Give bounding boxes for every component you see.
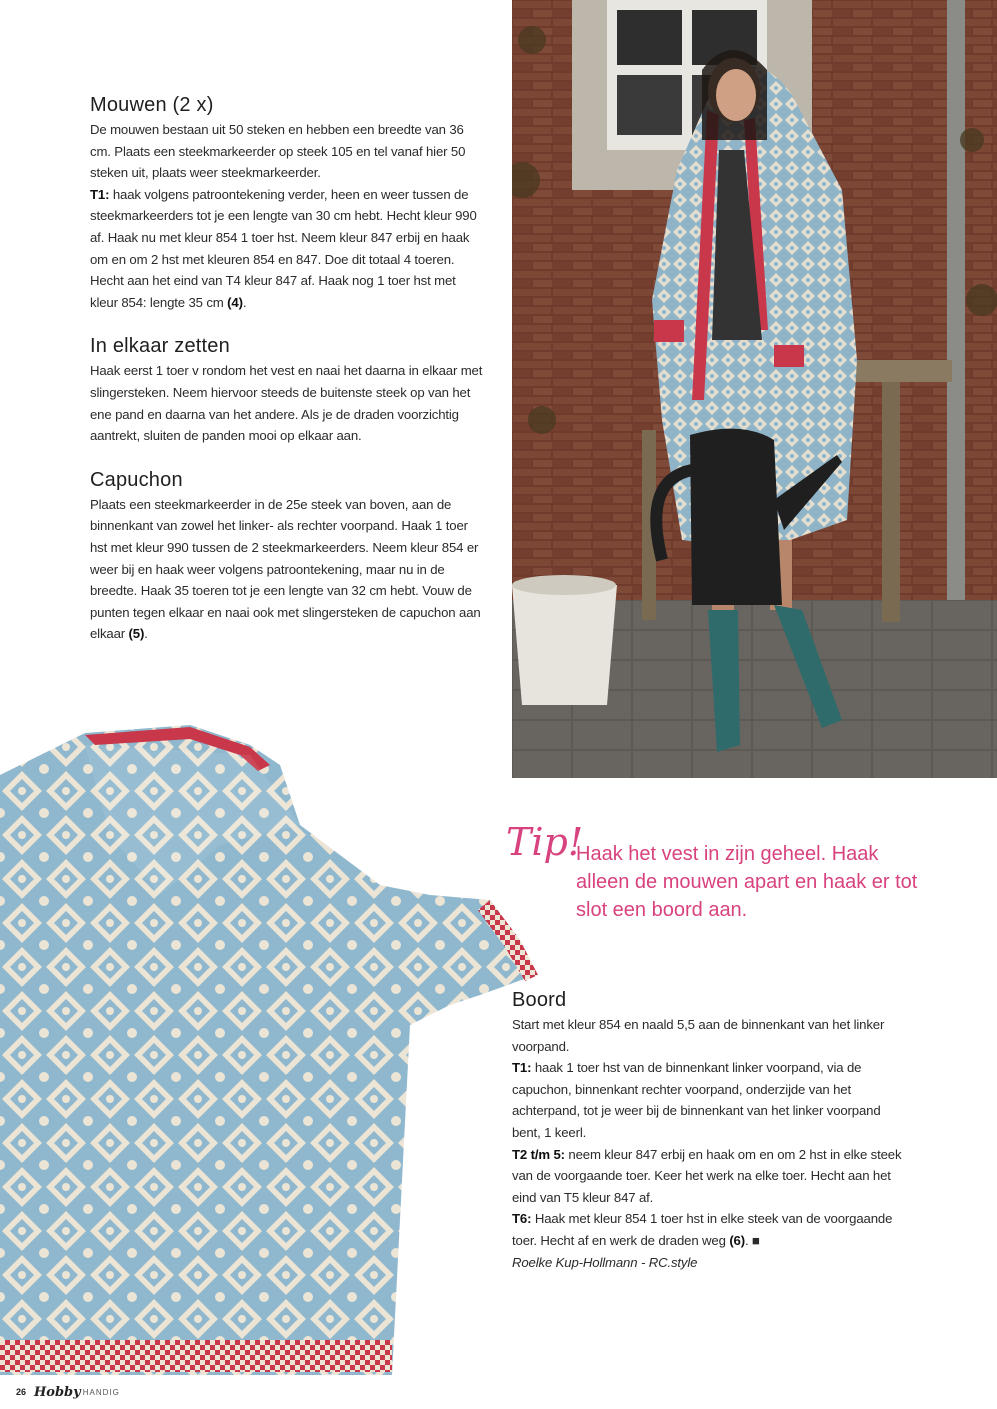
section-in-elkaar-zetten <box>90 334 485 446</box>
section-title-in-elkaar-zetten: In elkaar zetten <box>90 335 230 358</box>
magazine-logo-sub: HANDIG <box>82 1387 120 1397</box>
mouwen-t1 <box>90 184 485 314</box>
author-credit: Roelke Kup-Hollmann - RC.style <box>512 1254 698 1270</box>
boord-t2-5 <box>512 1144 904 1209</box>
page-number: 26 <box>16 1387 27 1397</box>
model-photo <box>512 0 997 778</box>
tip-text: Haak het vest in zijn geheel. Haak alleen de mouwen apart en haak er tot slot een boord aan. <box>576 843 918 921</box>
section-capuchon <box>90 468 485 645</box>
garment-illustration <box>0 725 545 1375</box>
tip-label: Tip! <box>506 820 584 864</box>
section-title-mouwen: Mouwen (2 x) <box>90 94 214 116</box>
section-title-boord: Boord <box>512 989 567 1011</box>
step-label: T2 t/m 5: <box>512 1146 565 1162</box>
step-label: T6: <box>512 1211 532 1227</box>
boord-t1 <box>512 1057 904 1143</box>
mouwen-intro: De mouwen bestaan uit 50 steken en hebben een breedte van 36 cm. Plaats een steekmarkeerder op steek 105 en tel vanaf hier 50 steken uit, plaats weer steekmarkeerder. <box>90 122 466 181</box>
step-text: haak volgens patroontekening verder, heen en weer tussen de steekmarkeerders tot je een lengte van 30 cm hebt. Hecht kleur 990 af. Haak nu met kleur 854 1 toer hst. Neem kleur 847 erbij en haak om en om 2 hst met kleuren 854 en 847. Doe dit totaal 4 toeren. Hecht aan het eind van T4 kleur 847 af. Haak nog 1 toer hst met kleur 854: lengte 35 cm <box>90 186 477 310</box>
end-mark: . ■ <box>744 1232 760 1248</box>
page-footer <box>16 1382 120 1402</box>
step-label: T1: <box>90 186 110 202</box>
capuchon-body: Plaats een steekmarkeerder in de 25e steek van boven, aan de binnenkant van zowel het linker- als rechter voorpand. Haak 1 toer hst met kleur 990 tussen de 2 steekmarkeerders. Neem kleur 854 er weer bij en haak weer volgens patroontekening, maar nu in de breedte. Haak 35 toeren tot je een lengte van 32 cm hebt. Vouw de punten tegen elkaar en naai ook met slingersteken de capuchon aan elkaar <box>90 496 481 642</box>
figure-ref: (5) <box>128 626 145 642</box>
elkaar-text: Haak eerst 1 toer v rondom het vest en naai het daarna in elkaar met slingersteken. Neem hiervoor steeds de buitenste steek op van het ene pand en daarna van het andere. Als je de draden voorzichtig aantrekt, sluiten de panden mooi op elkaar aan. <box>90 363 483 444</box>
section-mouwen <box>90 93 485 313</box>
boord-intro: Start met kleur 854 en naald 5,5 aan de binnenkant van het linker voorpand. <box>512 1017 885 1054</box>
step-text: haak 1 toer hst van de binnenkant linker voorpand, via de capuchon, binnenkant rechter voorpand, onderzijde van het achterpand, tot je weer bij de binnenkant van het linker voorpand bent, 1 keerl. <box>512 1060 881 1140</box>
right-text-column <box>512 988 904 1273</box>
punct: . <box>242 294 247 310</box>
garment-photo <box>0 725 545 1375</box>
boord-t6 <box>512 1208 904 1251</box>
step-text: neem kleur 847 erbij en haak om en om 2 hst in elke steek van de voorgaande toer. Keer het werk na elke toer. Hecht aan het eind van T5 kleur 847 af. <box>512 1146 902 1205</box>
magazine-logo: Hobby <box>34 1384 81 1400</box>
step-label: T1: <box>512 1060 532 1076</box>
figure-ref: (6) <box>729 1232 745 1248</box>
section-title-capuchon: Capuchon <box>90 468 183 491</box>
figure-ref: (4) <box>227 294 243 310</box>
punct: . <box>144 626 148 642</box>
capuchon-text <box>90 494 485 645</box>
model-photo-illustration <box>512 0 997 778</box>
left-text-column <box>90 93 485 666</box>
step-text: Haak met kleur 854 1 toer hst in elke steek van de voorgaande toer. Hecht af en werk de draden weg <box>512 1211 893 1248</box>
